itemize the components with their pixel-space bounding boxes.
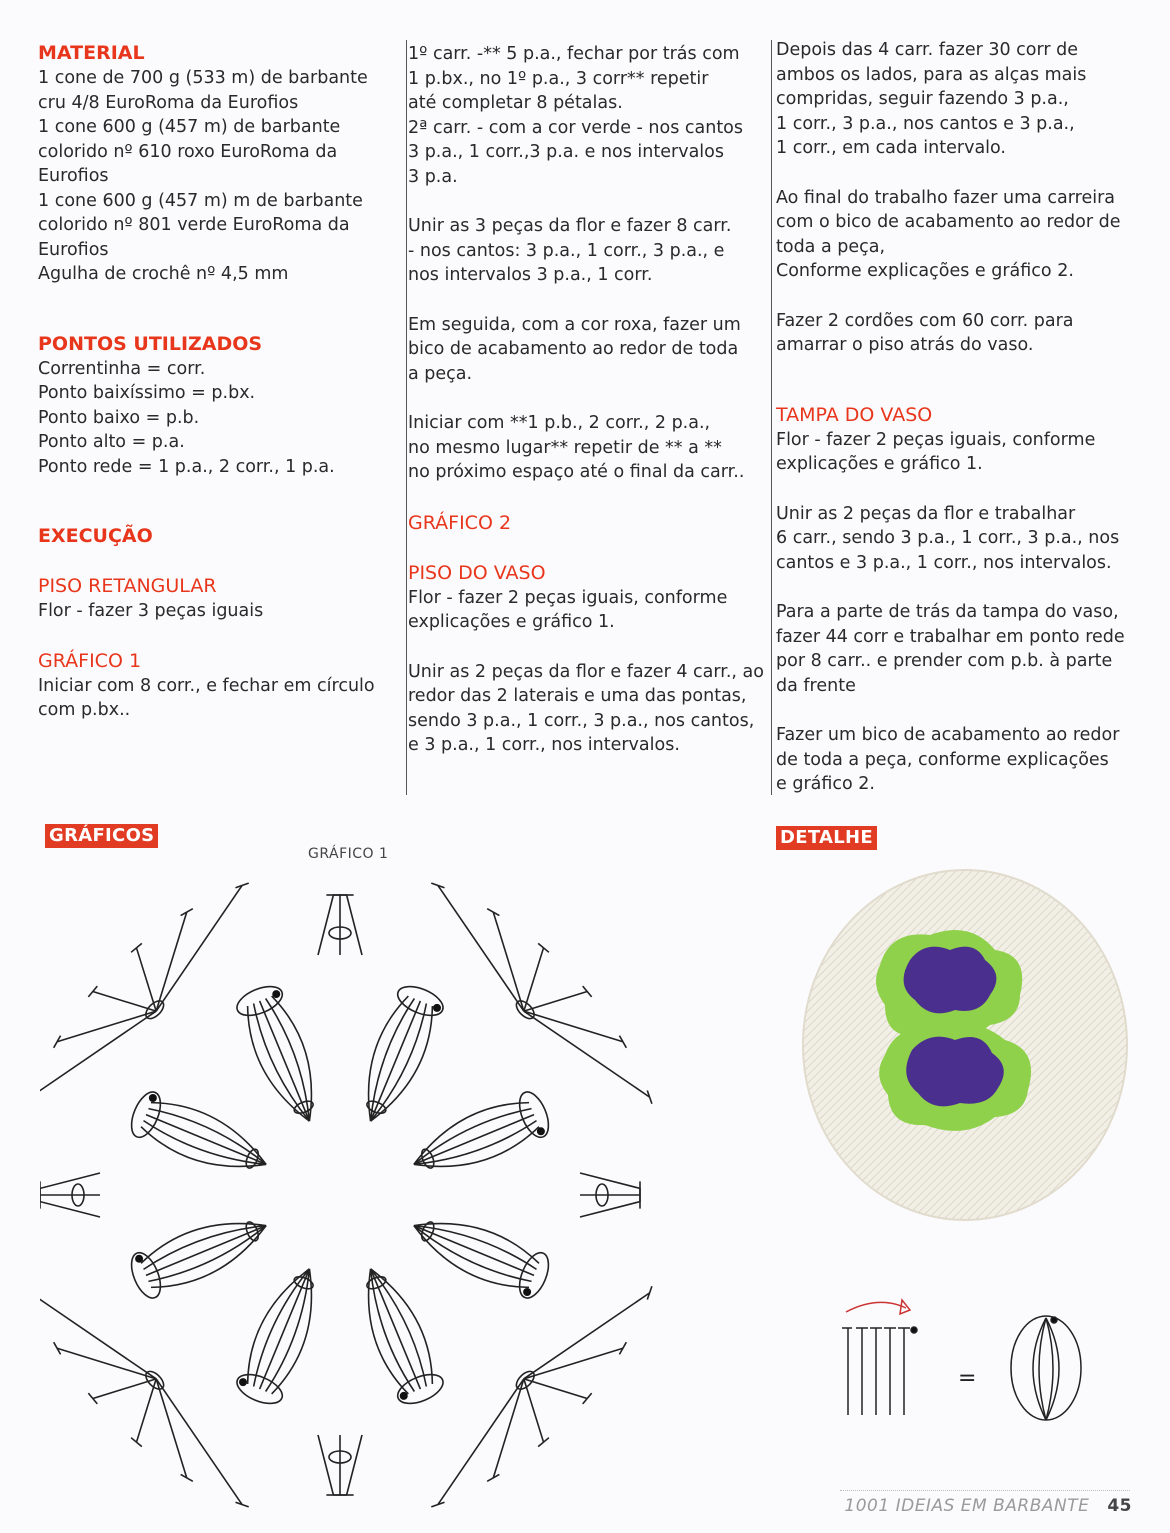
text-line: Conforme explicações e gráfico 2. [776, 261, 1074, 281]
text-line: Ao final do trabalho fazer uma carreira [776, 187, 1116, 208]
stitch-cap [538, 943, 549, 952]
stitch-cap [647, 1090, 652, 1103]
paragraph [408, 313, 760, 387]
material-line: cru 4/8 EuroRoma da Eurofios [38, 92, 299, 113]
outer-stitch [136, 1379, 156, 1442]
text-line: e 3 p.a., 1 corr., nos intervalos. [408, 735, 680, 755]
material-line: Eurofios [38, 166, 109, 186]
column-rule-1 [406, 40, 407, 795]
text-line: explicações e gráfico 1. [408, 612, 615, 632]
legend-equals: = [958, 1366, 977, 1391]
text-line: - nos cantos: 3 p.a., 1 corr., 3 p.a., e [408, 240, 725, 261]
outer-stitch [524, 1379, 544, 1442]
outer-stitch [580, 1173, 640, 1188]
footer-rule [840, 1490, 1130, 1491]
outer-stitch [524, 1011, 650, 1097]
material-heading: MATERIAL [38, 42, 145, 64]
outer-stitch [493, 1379, 524, 1478]
text-line: por 8 carr.. e prender com p.b. à parte [776, 651, 1113, 671]
outer-stitch [156, 912, 187, 1011]
outer-stitch [524, 1011, 623, 1042]
stitch-cap [583, 1393, 592, 1404]
grafico1-heading: GRÁFICO 1 [38, 649, 142, 672]
outer-stitch [156, 1379, 242, 1505]
text-line: Fazer 2 cordões com 60 corr. para [776, 310, 1074, 331]
text-line: no mesmo lugar** repetir de ** a ** [408, 437, 722, 458]
column-2 [408, 42, 764, 783]
text-line: cantos e 3 p.a., 1 corr., nos intervalos. [776, 552, 1112, 573]
petal-stitch [272, 996, 312, 1121]
petal-stitch [272, 1269, 312, 1394]
petal-stitch [371, 1001, 421, 1121]
stitch-cap [235, 883, 248, 888]
text-line: com o bico de acabamento ao redor de [776, 212, 1121, 232]
outer-stitch [524, 1379, 587, 1399]
stitch-cap [88, 1393, 97, 1404]
outer-stitch [318, 1435, 333, 1495]
text-line: 1 corr., em cada intervalo. [776, 138, 1006, 158]
graficos-label: GRÁFICOS [45, 824, 158, 848]
petal-stitch [260, 1001, 310, 1121]
outer-stitch [156, 885, 242, 1011]
paragraph [776, 600, 1126, 698]
paragraph [408, 214, 760, 288]
paragraph [776, 38, 1126, 161]
text-line: Unir as 3 peças da flor e fazer 8 carr. [408, 216, 732, 236]
petal-stitch [414, 1224, 539, 1264]
page-number: 45 [1107, 1496, 1132, 1516]
petal-dot [433, 1004, 441, 1012]
text-line: compridas, seguir fazendo 3 p.a., [776, 89, 1069, 109]
text-line: até completar 8 pétalas. [408, 93, 623, 113]
petal-stitch [369, 996, 409, 1121]
grafico2-heading: GRÁFICO 2 [408, 511, 512, 534]
material-line: Agulha de crochê nº 4,5 mm [38, 264, 289, 284]
pontos-list [38, 357, 383, 480]
grafico1-caption: GRÁFICO 1 [308, 846, 389, 862]
text-line: fazer 44 corr e trabalhar em ponto rede [776, 626, 1125, 647]
text-line: Unir as 2 peças da flor e fazer 4 carr., ao [408, 661, 764, 682]
text-line: Fazer um bico de acabamento ao redor [776, 725, 1120, 745]
outer-stitch [524, 1348, 623, 1379]
stitch-cap [131, 943, 142, 952]
petal-stitch [414, 1226, 534, 1276]
text-line: 1 corr., 3 p.a., nos cantos e 3 p.a., [776, 113, 1075, 134]
petal-dot [149, 1094, 157, 1102]
outer-stitch [40, 1011, 156, 1097]
column-3 [776, 38, 1126, 822]
tampa-do-vaso-heading: TAMPA DO VASO [776, 403, 933, 426]
text-line: da frente [776, 675, 856, 696]
paragraph [776, 428, 1126, 477]
petal-stitch [146, 1115, 266, 1165]
text-line: redor das 2 laterais e uma das pontas, [408, 686, 747, 706]
material-line: 1 cone 600 g (457 m) de barbante [38, 117, 341, 137]
ponto-line: Ponto baixo = p.b. [38, 407, 200, 428]
outer-stitch [524, 1293, 650, 1379]
text-line: nos intervalos 3 p.a., 1 corr. [408, 265, 653, 285]
stitch-cap [235, 1502, 248, 1507]
stitch-cap [538, 1438, 549, 1447]
piso-retangular-heading: PISO RETANGULAR [38, 575, 217, 597]
material-line: colorido nº 801 verde EuroRoma da [38, 215, 350, 235]
outer-stitch [580, 1202, 640, 1217]
ponto-line: Ponto baixíssimo = p.bx. [38, 383, 256, 403]
magazine-name: 1001 IDEIAS EM BARBANTE [844, 1496, 1090, 1516]
petal-dot [400, 1392, 408, 1400]
crochet-chart-grafico1 [40, 865, 680, 1525]
text-line: 3 p.a. [408, 166, 458, 187]
stitch-cap [583, 986, 592, 997]
text-line: bico de acabamento ao redor de toda [408, 339, 739, 359]
petal-stitch [141, 1224, 266, 1264]
petal-stitch [141, 1127, 266, 1167]
footer [844, 1496, 1132, 1516]
text-line: no próximo espaço até o final da carr.. [408, 462, 745, 482]
grafico1-text-line: com p.bx.. [38, 700, 131, 720]
material-line: Eurofios [38, 239, 109, 260]
text-line: sendo 3 p.a., 1 corr., 3 p.a., nos cantos, [408, 710, 755, 731]
text-line: Depois das 4 carr. fazer 30 corr de [776, 40, 1079, 60]
legend-arrow [846, 1302, 906, 1312]
column-rule-2 [771, 40, 772, 795]
petal-dot [272, 990, 280, 998]
pontos-heading: PONTOS UTILIZADOS [38, 332, 263, 355]
column-1 [38, 40, 383, 723]
outer-stitch [136, 948, 156, 1011]
material-line: colorido nº 610 roxo EuroRoma da [38, 141, 338, 162]
outer-stitch [93, 991, 156, 1011]
text-line: toda a peça, [776, 236, 886, 257]
outer-stitch [438, 885, 524, 1011]
text-line: Iniciar com **1 p.b., 2 corr., 2 p.a., [408, 413, 711, 433]
text-line: e gráfico 2. [776, 774, 875, 794]
paragraph [408, 660, 764, 758]
outer-stitch [347, 1435, 362, 1495]
stitch-cap [647, 1286, 652, 1299]
outer-stitch [93, 1379, 156, 1399]
text-line: 1º carr. -** 5 p.a., fechar por trás com [408, 44, 740, 64]
piso-retangular-text: Flor - fazer 3 peças iguais [38, 601, 264, 621]
outer-stitch [40, 1293, 156, 1379]
stitch-cap [88, 986, 97, 997]
text-line: Flor - fazer 2 peças iguais, conforme [408, 587, 728, 608]
outer-stitch [40, 1202, 100, 1217]
text-line: 3 p.a., 1 corr.,3 p.a. e nos intervalos [408, 142, 724, 162]
petal-top [126, 1088, 167, 1142]
detail-photo [800, 855, 1130, 1225]
stitch-cap [131, 1438, 142, 1447]
execucao-heading: EXECUÇÃO [38, 525, 153, 547]
outer-stitch [524, 948, 544, 1011]
petal-stitch [371, 1269, 421, 1389]
petal-dot [239, 1378, 247, 1386]
stitch-cap [431, 883, 444, 888]
text-line: explicações e gráfico 1. [776, 454, 983, 474]
paragraph [776, 723, 1126, 797]
stitch-cap [431, 1502, 444, 1507]
ponto-line: Ponto rede = 1 p.a., 2 corr., 1 p.a. [38, 456, 335, 477]
piso-do-vaso-heading: PISO DO VASO [408, 561, 546, 584]
stitch-legend [838, 1290, 1098, 1430]
text-line: 2ª carr. - com a cor verde - nos cantos [408, 117, 744, 138]
paragraph [408, 586, 760, 635]
text-line: de toda a peça, conforme explicações [776, 749, 1109, 770]
ponto-line: Ponto alto = p.a. [38, 432, 185, 452]
outer-stitch [156, 1379, 187, 1478]
outer-stitch [40, 1173, 100, 1188]
grafico1-text-line: Iniciar com 8 corr., e fechar em círculo [38, 675, 375, 696]
text-line: Em seguida, com a cor roxa, fazer um [408, 314, 741, 335]
petal-stitch [146, 1226, 266, 1276]
paragraph [408, 42, 760, 189]
petal-dot [523, 1288, 531, 1296]
outer-stitch [318, 895, 333, 955]
petal-stitch [414, 1115, 534, 1165]
petal-dot [537, 1127, 545, 1135]
material-line: 1 cone 600 g (457 m) m de barbante [38, 190, 363, 211]
petal-dot [135, 1255, 143, 1263]
petal-stitch [260, 1269, 310, 1389]
text-line: Para a parte de trás da tampa do vaso, [776, 602, 1119, 622]
paragraph [776, 186, 1126, 284]
text-line: a peça. [408, 363, 473, 384]
text-line: 1 p.bx., no 1º p.a., 3 corr** repetir [408, 68, 709, 89]
material-list [38, 66, 383, 287]
outer-stitch [493, 912, 524, 1011]
petal-stitch [414, 1127, 539, 1167]
text-line: Unir as 2 peças da flor e trabalhar [776, 503, 1076, 524]
text-line: Flor - fazer 2 peças iguais, conforme [776, 429, 1096, 450]
paragraph [776, 502, 1126, 576]
petal-stitch [369, 1269, 409, 1394]
paragraph [408, 411, 760, 485]
material-line: 1 cone de 700 g (533 m) de barbante [38, 68, 368, 88]
outer-stitch [347, 895, 362, 955]
ponto-line: Correntinha = corr. [38, 358, 206, 379]
outer-stitch [524, 991, 587, 1011]
outer-stitch [57, 1348, 156, 1379]
text-line: 6 carr., sendo 3 p.a., 1 corr., 3 p.a., nos [776, 528, 1120, 548]
text-line: ambos os lados, para as alças mais [776, 64, 1087, 85]
text-line: amarrar o piso atrás do vaso. [776, 335, 1034, 355]
outer-stitch [438, 1379, 524, 1505]
outer-stitch [57, 1011, 156, 1042]
paragraph [776, 309, 1126, 358]
detalhe-label: DETALHE [776, 826, 877, 850]
